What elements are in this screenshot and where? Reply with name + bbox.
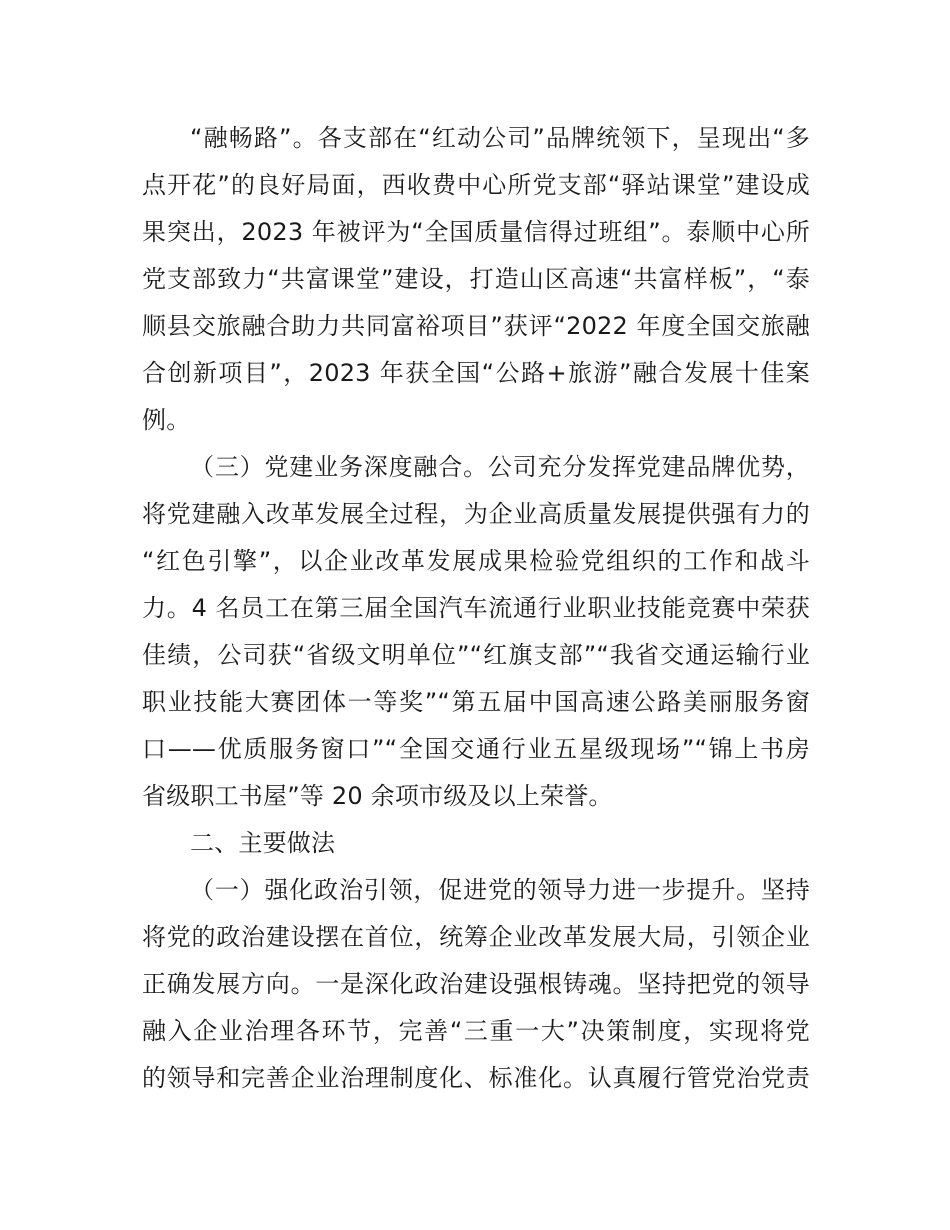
paragraph-1-line: 合创新项目”，2023 年获全国“公路+旅游”融合发展十佳案: [142, 359, 810, 387]
paragraph-1-line: 果突出，2023 年被评为“全国质量信得过班组”。泰顺中心所: [142, 218, 810, 246]
paragraph-1-line: “融畅路”。各支部在“红动公司”品牌统领下，呈现出“多: [190, 124, 810, 152]
paragraph-2-line: 口——优质服务窗口”“全国交通行业五星级现场”“锦上书房: [142, 735, 810, 763]
paragraph-2-line: （三）党建业务深度融合。公司充分发挥党建品牌优势，: [190, 453, 810, 481]
paragraph-2-line: 佳绩，公司获“省级文明单位”“红旗支部”“我省交通运输行业: [142, 641, 810, 669]
paragraph-2-line: 省级职工书屋”等 20 余项市级及以上荣誉。: [142, 782, 613, 810]
paragraph-3-line: 的领导和完善企业治理制度化、标准化。认真履行管党治党责: [142, 1064, 810, 1092]
paragraph-2-line: 职业技能大赛团体一等奖”“第五届中国高速公路美丽服务窗: [142, 688, 810, 716]
paragraph-1-line: 顺县交旅融合助力共同富裕项目”获评“2022 年度全国交旅融: [142, 312, 810, 340]
paragraph-3-line: 融入企业治理各环节，完善“三重一大”决策制度，实现将党: [142, 1017, 810, 1045]
paragraph-2-line: “红色引擎”，以企业改革发展成果检验党组织的工作和战斗: [142, 547, 810, 575]
paragraph-1-line: 例。: [142, 406, 191, 434]
paragraph-3-line: （一）强化政治引领，促进党的领导力进一步提升。坚持: [190, 876, 810, 904]
paragraph-2-line: 将党建融入改革发展全过程，为企业高质量发展提供强有力的: [142, 500, 810, 528]
paragraph-3-line: 将党的政治建设摆在首位，统筹企业改革发展大局，引领企业: [142, 923, 810, 951]
paragraph-2-line: 力。4 名员工在第三届全国汽车流通行业职业技能竞赛中荣获: [142, 594, 810, 622]
paragraph-3-line: 正确发展方向。一是深化政治建设强根铸魂。坚持把党的领导: [142, 970, 810, 998]
paragraph-1-line: 党支部致力“共富课堂”建设，打造山区高速“共富样板”，“泰: [142, 265, 810, 293]
section-heading: 二、主要做法: [190, 829, 336, 857]
paragraph-1-line: 点开花”的良好局面，西收费中心所党支部“驿站课堂”建设成: [142, 171, 810, 199]
